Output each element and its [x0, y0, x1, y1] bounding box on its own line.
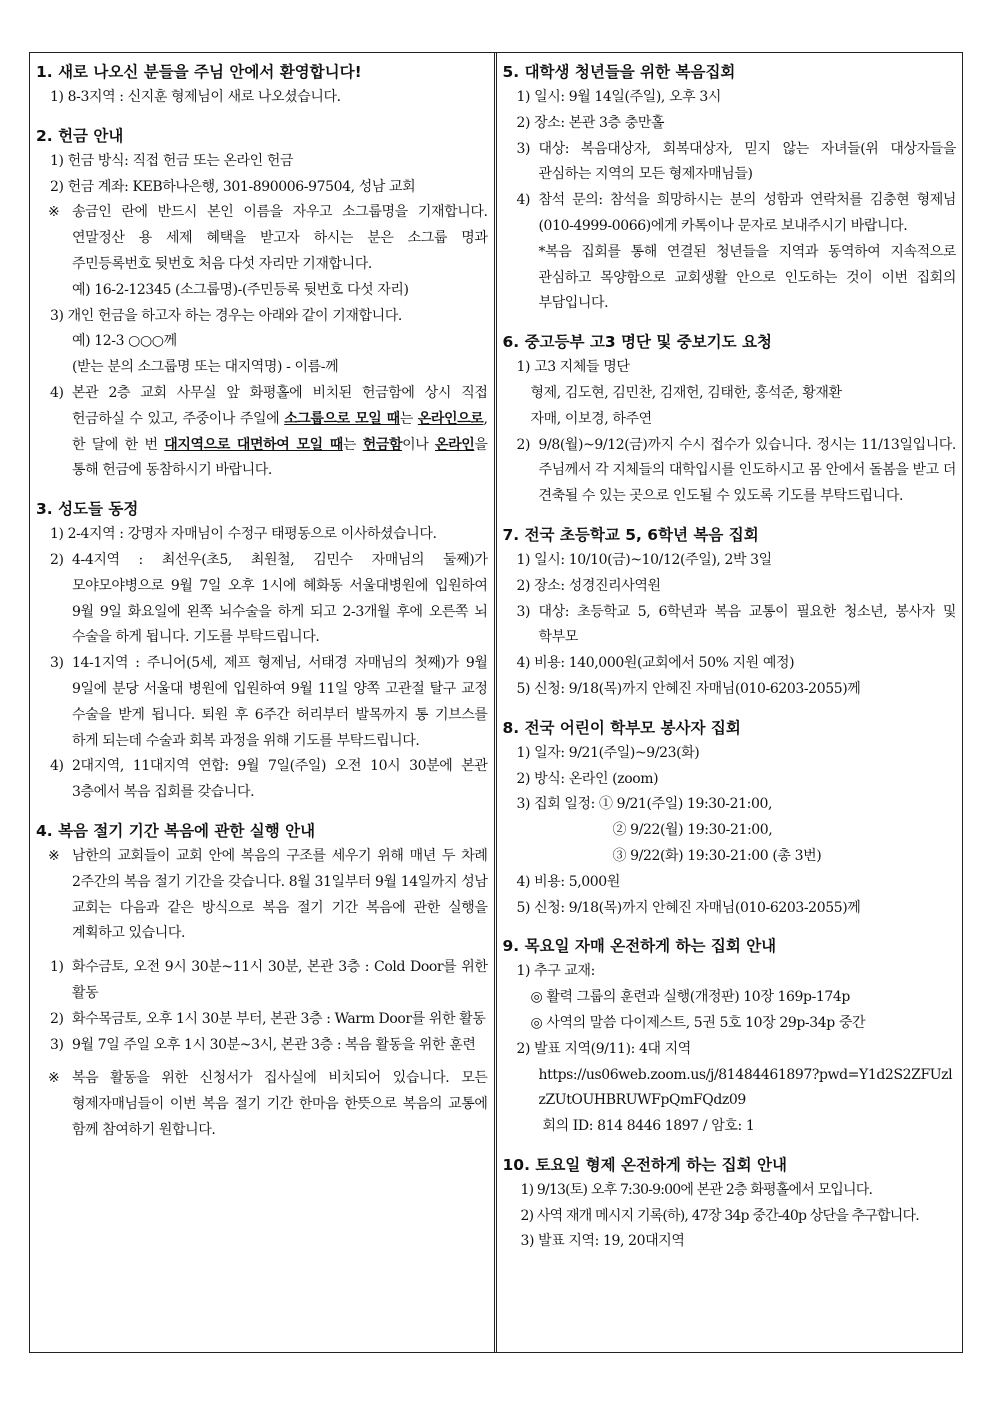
- list-item: 2) 방식: 온라인 (zoom): [516, 770, 659, 787]
- section-title: 5. 대학생 청년들을 위한 복음집회: [502, 63, 736, 81]
- section-children-parents-meeting: [503, 715, 957, 922]
- section-title: 9. 목요일 자매 온전하게 하는 집회 안내: [502, 937, 777, 956]
- example-line: 예) 12-3 ○○○께: [72, 333, 177, 350]
- list-item: 4) 비용: 140,000원(교회에서 50% 지원 예정): [516, 655, 795, 672]
- item-text: [72, 381, 488, 484]
- list-item: 2) 헌금 계좌: KEB하나은행, 301-890006-97504, 성남 교회: [50, 178, 416, 195]
- item-number: 3): [50, 655, 64, 672]
- list-item: [36, 955, 488, 1007]
- list-item: [36, 548, 488, 651]
- item-number: 2): [50, 1010, 64, 1027]
- item-number: 3): [516, 140, 531, 157]
- list-item: 1) 헌금 방식: 직접 헌금 또는 온라인 헌금: [50, 152, 294, 169]
- section-offering: [36, 123, 488, 484]
- textbook-line: ◎ 사역의 말씀 다이제스트, 5권 5호 10장 29p-34p 중간: [530, 1014, 866, 1031]
- textbook-line: ◎ 활력 그룹의 훈련과 실행(개정판) 10장 169p-174p: [530, 989, 850, 1006]
- list-item: [503, 433, 957, 510]
- section-thursday-sisters: [503, 933, 957, 1140]
- list-item: 1) 9/13(토) 오후 7:30-9:00에 본관 2층 화평홀에서 모입니다.: [520, 1181, 873, 1198]
- section-title: 2. 헌금 안내: [36, 126, 124, 145]
- section-title: 8. 전국 어린이 학부모 봉사자 집회: [502, 718, 741, 737]
- meeting-id: 회의 ID: 814 8446 1897 / 암호: 1: [542, 1118, 755, 1135]
- note-item: [36, 200, 488, 277]
- item-number: 3): [50, 1036, 64, 1053]
- item-text: 화수목금토, 오후 1시 30분 부터, 본관 3층 : Warm Door를 위한 활동: [72, 1010, 486, 1027]
- note-item: [36, 844, 488, 947]
- item-text: 대상: 복음대상자, 회복대상자, 믿지 않는 자녀들(위 대상자들을 관심하는 지역의 모든 형제자매님들): [538, 140, 956, 183]
- list-item: 2) 발표 지역(9/11): 4대 지역: [516, 1040, 691, 1057]
- list-item: 2) 장소: 본관 3층 충만홀: [516, 114, 665, 131]
- list-item: 1) 일시: 10/10(금)~10/12(주일), 2박 3일: [516, 551, 772, 568]
- brothers-list: 형제, 김도현, 김민찬, 김재헌, 김태한, 홍석준, 황재환: [530, 384, 842, 401]
- left-column: [30, 53, 495, 1352]
- text-run: 이나: [402, 436, 435, 453]
- note-text: 송금인 란에 반드시 본인 이름을 자우고 소그룹명을 기재합니다. 연말정산 용 세제 혜택을 받고자 하시는 분은 소그룹 명과 주민등록번호 뒷번호 처음 다섯 자리만 기재합니다.: [72, 204, 488, 272]
- section-gospel-season: [36, 818, 488, 1144]
- item-number: 4): [50, 758, 64, 775]
- section-title: 6. 중고등부 고3 명단 및 중보기도 요청: [502, 333, 772, 352]
- item-text: 4-4지역 : 최선우(초5, 최원철, 김민수 자매님의 둘째)가 모야모야병으로 9월 7일 오후 1시에 혜화동 서울대병원에 입원하여 9월 9일 화요일에 왼쪽 뇌수술을 하게 되고 2-3개월 후에 오른쪽 뇌 수술을 하게 됩니다. 기도를 부탁드립니다.: [72, 551, 488, 646]
- text-run: , 한 달에 한 번: [72, 410, 488, 453]
- item-text: 14-1지역 : 주니어(5세, 제프 형제님, 서태경 자매님의 첫째)가 9월 9일에 분당 서울대 병원에 입원하여 9월 11일 양쪽 고관절 탈구 교정 수술을 받게 됩니다. 퇴원 후 6주간 허리부터 발목까지 통 기브스를 하게 되는데 수술과 회복 과정을 위해 기도를 부탁드립니다.: [72, 655, 488, 749]
- list-item: [36, 1007, 488, 1033]
- list-item: 1) 일시: 9월 14일(주일), 오후 3시: [516, 89, 721, 105]
- item-number: 3): [516, 603, 531, 620]
- note-mark: ※: [48, 204, 60, 221]
- list-item: 1) 고3 지체들 명단: [516, 359, 630, 376]
- list-item: [503, 188, 957, 240]
- section-title: 7. 전국 초등학교 5, 6학년 복음 집회: [502, 525, 759, 544]
- item-text: 참석 문의: 참석을 희망하시는 분의 성함과 연락처를 김충현 형제님(010-4999-0066)에게 카톡이나 문자로 보내주시기 바랍니다.: [538, 192, 956, 234]
- section-highschool-prayer: [503, 329, 957, 510]
- section-saturday-brothers: [503, 1152, 957, 1255]
- section-welcome: [36, 59, 488, 111]
- note-text: 복음 활동을 위한 신청서가 집사실에 비치되어 있습니다. 모든 형제자매님들이 이번 복음 절기 기간 한마음 한뜻으로 복음의 교통에 함께 참여하기 원합니다.: [72, 1070, 488, 1138]
- sisters-list: 자매, 이보경, 하주연: [530, 410, 652, 427]
- item-number: 1): [50, 959, 64, 976]
- bulletin-page: [29, 52, 963, 1353]
- emphasis-text: 소그룹으로 모일 때: [284, 410, 400, 427]
- text-run: 본관 2층 교회 사무실 앞 화평홀에 비치된 헌금함에 상시 직접 헌금하실 수 있고, 주중이나 주일에: [72, 384, 488, 427]
- emphasis-text: 대지역으로 대면하여 모일 때: [164, 436, 343, 453]
- section-student-gospel-meeting: [503, 59, 957, 317]
- list-item: [36, 381, 488, 484]
- list-item: [36, 754, 488, 806]
- note-text: *복음 집회를 통해 연결된 청년들을 지역과 동역하여 지속적으로 관심하고 목양함으로 교회생활 안으로 인도하는 것이 이번 집회의 부담입니다.: [538, 243, 956, 312]
- note-mark: ※: [48, 1070, 60, 1087]
- list-item: 3) 발표 지역: 19, 20대지역: [520, 1233, 685, 1250]
- item-number: 4): [50, 384, 64, 401]
- emphasis-text: 온라인: [434, 436, 475, 453]
- list-item: 1) 일자: 9/21(주일)~9/23(화): [516, 744, 700, 761]
- list-item: 3) 개인 헌금을 하고자 하는 경우는 아래와 같이 기재합니다.: [50, 307, 402, 324]
- list-item: 5) 신청: 9/18(목)까지 안혜진 자매님(010-6203-2055)께: [516, 899, 861, 916]
- list-item: 1) 8-3지역 : 신지훈 형제님이 새로 나오셨습니다.: [50, 89, 341, 105]
- list-item: [36, 651, 488, 754]
- item-text: 화수금토, 오전 9시 30분~11시 30분, 본관 3층 : Cold Door를 위한 활동: [72, 959, 488, 1001]
- emphasis-text: 온라인으로: [417, 410, 484, 427]
- list-item: [503, 137, 957, 189]
- schedule-line: ② 9/22(월) 19:30-21:00,: [612, 822, 773, 839]
- text-run: 을 통해 헌금에 동참하시기 바랍니다.: [72, 436, 488, 479]
- note-item: [36, 1066, 488, 1143]
- list-item: 1) 추구 교재:: [516, 963, 595, 980]
- list-item: 4) 비용: 5,000원: [516, 873, 620, 890]
- section-title: 10. 토요일 형제 온전하게 하는 집회 안내: [502, 1155, 787, 1174]
- section-title: 4. 복음 절기 기간 복음에 관한 실행 안내: [36, 821, 316, 840]
- item-number: 2): [50, 551, 64, 568]
- note-text: 남한의 교회들이 교회 안에 복음의 구조를 세우기 위해 매년 두 차례 2주간의 복음 절기 기간을 갖습니다. 8월 31일부터 9월 14일까지 성남 교회는 다음과 같은 방식으로 복음 절기 기간 복음에 관한 실행을 계획하고 있습니다.: [72, 847, 488, 942]
- example-line: (받는 분의 소그룹명 또는 대지역명) - 이름-께: [72, 359, 339, 376]
- text-run: 는: [399, 410, 418, 427]
- list-item: 2) 사역 재개 메시지 기록(하), 47장 34p 중간-40p 상단을 추구합니다.: [520, 1207, 919, 1224]
- list-item: 5) 신청: 9/18(목)까지 안혜진 자매님(010-6203-2055)께: [516, 680, 861, 697]
- note-mark: ※: [48, 847, 60, 864]
- section-title: 1. 새로 나오신 분들을 주님 안에서 환영합니다!: [36, 63, 362, 81]
- list-item: 2) 장소: 성경진리사역원: [516, 577, 661, 594]
- list-item: 1) 2-4지역 : 강명자 자매님이 수정구 태평동으로 이사하셨습니다.: [50, 526, 437, 543]
- emphasis-text: 헌금함: [362, 436, 403, 453]
- list-item: [503, 600, 957, 652]
- item-text: 2대지역, 11대지역 연합: 9월 7일(주일) 오전 10시 30분에 본관 3층에서 복음 집회를 갖습니다.: [72, 758, 488, 801]
- section-title: 3. 성도들 동정: [36, 500, 139, 519]
- example-line: 예) 16-2-12345 (소그룹명)-(주민등록 뒷번호 다섯 자리): [72, 281, 409, 298]
- item-text: 9/8(월)~9/12(금)까지 수시 접수가 있습니다. 정시는 11/13일입니다. 주님께서 각 지체들의 대학입시를 인도하시고 몸 안에서 돌봄을 받고 더 견축될 수 있는 곳으로 인도될 수 있도록 기도를 부탁드립니다.: [538, 436, 956, 505]
- zoom-link[interactable]: https://us06web.zoom.us/j/81484461897?pwd=Y1d2S2ZFUzlzZUtOUHBRUWFpQmFQdz09: [538, 1066, 953, 1109]
- item-number: 4): [516, 192, 531, 209]
- list-item: [36, 1033, 488, 1059]
- text-run: 는: [342, 436, 363, 453]
- right-column: [496, 53, 963, 1352]
- section-saints-news: [36, 496, 488, 806]
- item-text: 9월 7일 주일 오후 1시 30분~3시, 본관 3층 : 복음 활동을 위한 훈련: [72, 1036, 476, 1053]
- item-number: 2): [516, 436, 531, 453]
- item-text: 대상: 초등학교 5, 6학년과 복음 교통이 필요한 청소년, 봉사자 및 학부모: [538, 603, 956, 646]
- schedule-line: ③ 9/22(화) 19:30-21:00 (총 3번): [612, 847, 822, 864]
- list-item: 3) 집회 일정: ① 9/21(주일) 19:30-21:00,: [516, 796, 773, 813]
- section-elementary-gospel-meeting: [503, 522, 957, 703]
